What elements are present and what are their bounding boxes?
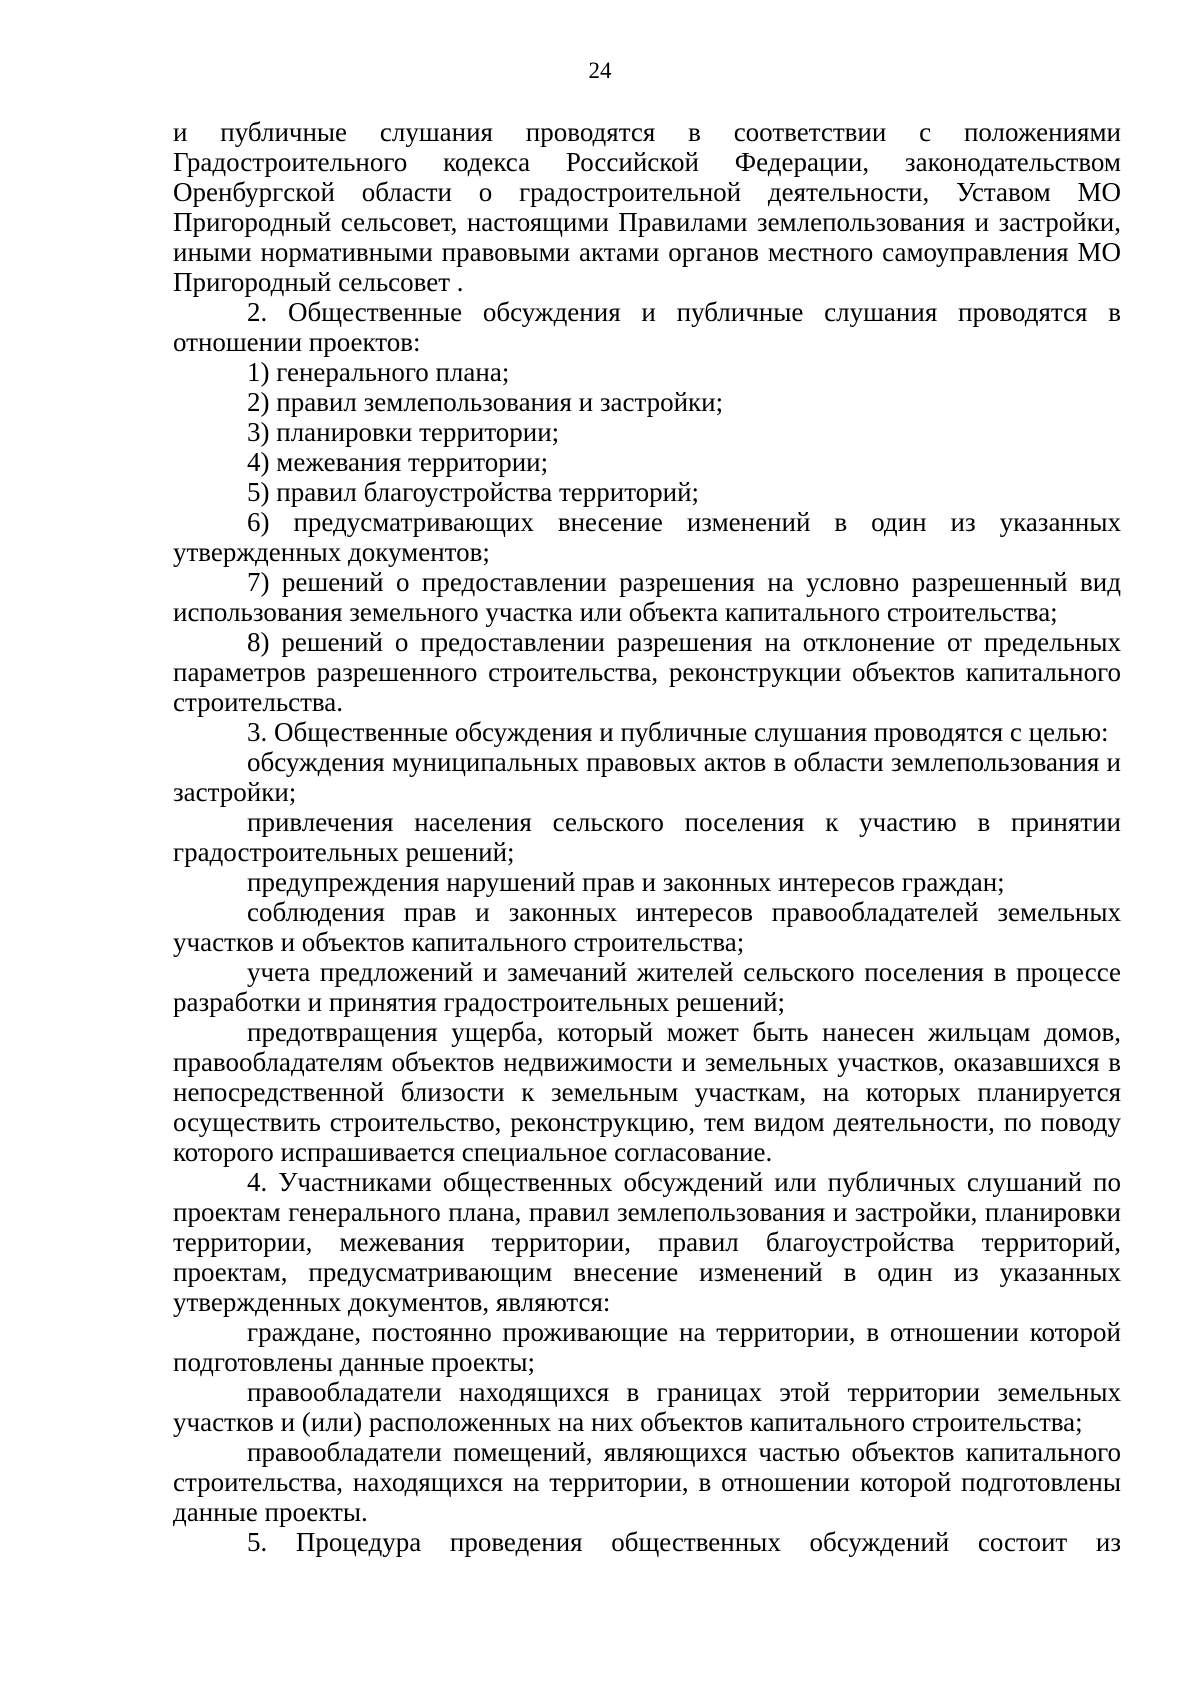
page-number: 24	[588, 58, 612, 83]
paragraph: 5. Процедура проведения общественных обсуждений состоит из	[247, 1527, 1121, 1557]
paragraph: 6) предусматривающих внесение изменений в один из указанных утвержденных документов;	[173, 507, 1121, 567]
paragraph: обсуждения муниципальных правовых актов в области землепользования и застройки;	[173, 747, 1121, 807]
paragraph: 2) правил землепользования и застройки;	[247, 387, 724, 417]
paragraph: 3) планировки территории;	[247, 417, 560, 447]
paragraph: предотвращения ущерба, который может быть нанесен жильцам домов, правообладателям объектов недвижимости и земельных участков, оказавшихся в непосредственной близости к земельным участкам, на которых планируется осуществить строительство, реконструкцию, тем видом деятельности, по поводу которого испрашивается специальное согласование.	[173, 1017, 1121, 1167]
paragraph: 7) решений о предоставлении разрешения на условно разрешенный вид использования земельного участка или объекта капитального строительства;	[173, 567, 1121, 627]
paragraph: 5) правил благоустройства территорий;	[247, 477, 700, 507]
paragraph: соблюдения прав и законных интересов правообладателей земельных участков и объектов капитального строительства;	[173, 897, 1121, 957]
paragraph: граждане, постоянно проживающие на территории, в отношении которой подготовлены данные проекты;	[173, 1317, 1121, 1377]
paragraph: 4) межевания территории;	[247, 447, 549, 477]
paragraph: 1) генерального плана;	[247, 357, 510, 387]
paragraph: 8) решений о предоставлении разрешения на отклонение от предельных параметров разрешенного строительства, реконструкции объектов капитального строительства.	[173, 627, 1121, 717]
document-body	[173, 117, 1121, 1557]
paragraph: правообладатели помещений, являющихся частью объектов капитального строительства, находящихся на территории, в отношении которой подготовлены данные проекты.	[173, 1437, 1121, 1527]
paragraph: 2. Общественные обсуждения и публичные слушания проводятся в отношении проектов:	[173, 297, 1121, 357]
paragraph: 3. Общественные обсуждения и публичные слушания проводятся с целью:	[247, 717, 1109, 747]
paragraph: и публичные слушания проводятся в соответствии с положениями Градостроительного кодекса Российской Федерации, законодательством Оренбургской области о градостроительной деятельности, Уставом МО Пригородный сельсовет, настоящими Правилами землепользования и застройки, иными нормативными правовыми актами органов местного самоуправления МО Пригородный сельсовет .	[173, 117, 1121, 297]
paragraph: правообладатели находящихся в границах этой территории земельных участков и (или) расположенных на них объектов капитального строительства;	[173, 1377, 1121, 1437]
paragraph: привлечения населения сельского поселения к участию в принятии градостроительных решений;	[173, 807, 1121, 867]
paragraph: учета предложений и замечаний жителей сельского поселения в процессе разработки и принятия градостроительных решений;	[173, 957, 1121, 1017]
paragraph: предупреждения нарушений прав и законных интересов граждан;	[247, 867, 1005, 897]
paragraph: 4. Участниками общественных обсуждений или публичных слушаний по проектам генерального плана, правил землепользования и застройки, планировки территории, межевания территории, правил благоустройства территорий, проектам, предусматривающим внесение изменений в один из указанных утвержденных документов, являются:	[173, 1167, 1121, 1317]
